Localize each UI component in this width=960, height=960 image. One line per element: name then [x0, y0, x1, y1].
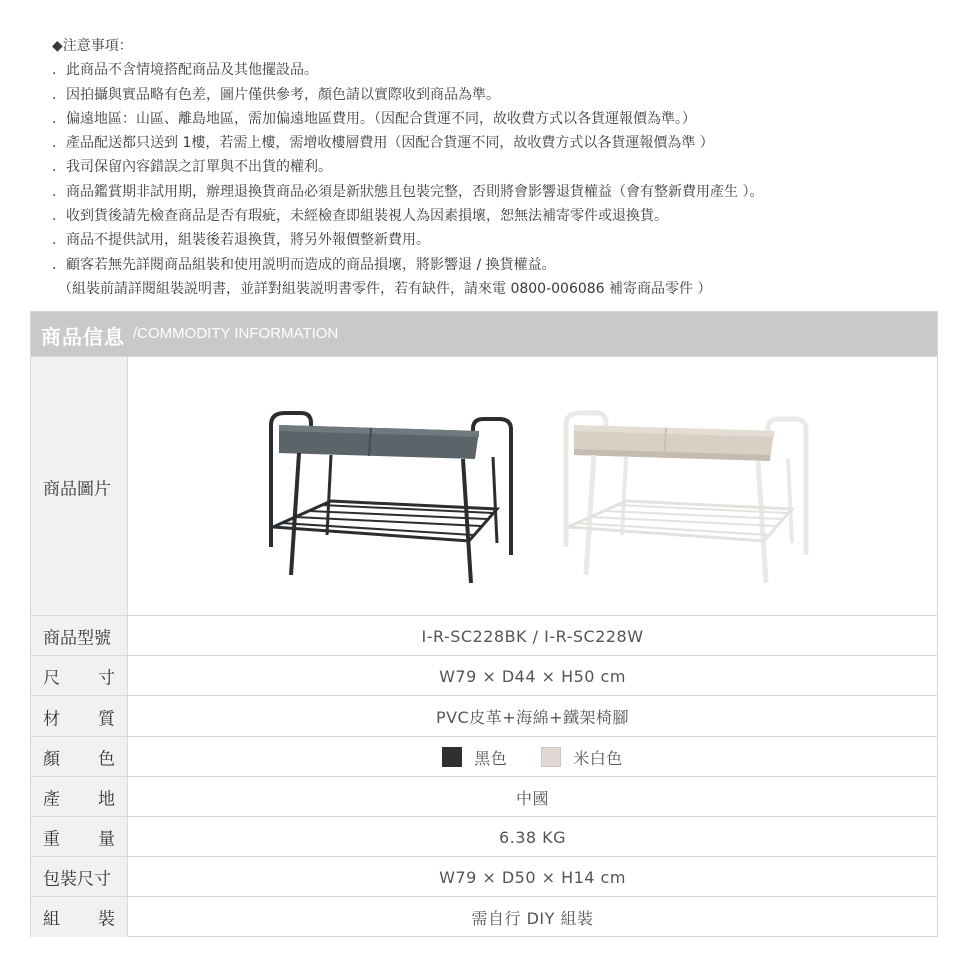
notes-item: . 偏遠地區：山區、離島地區，需加偏遠地區費用。（因配合貨運不同，故收費方式以各貨運報價為準。）: [52, 110, 696, 127]
product-image-white-bench: [556, 405, 816, 595]
row-weight: [31, 816, 937, 857]
row-color: [31, 736, 937, 777]
notes-item: . 因拍攝與實品略有色差，圖片僅供參考，顏色請以實際收到商品為準。: [52, 86, 500, 103]
color-option-black: 黑色: [442, 746, 507, 769]
notes-section: [52, 34, 942, 301]
label-material: 材 質: [31, 696, 128, 737]
label-weight: 重 量: [31, 817, 128, 857]
off-white-swatch: [541, 747, 561, 767]
color-option-white: 米白色: [541, 746, 623, 769]
commodity-info-table: [30, 311, 938, 937]
product-images: [128, 357, 937, 616]
color-options: [128, 737, 937, 777]
black-swatch: [442, 747, 462, 767]
notes-footer: （組裝前請詳閱組裝説明書，並詳對組裝説明書零件，若有缺件，請來電 0800-006086 補寄商品零件 ）: [58, 280, 712, 297]
row-origin: [31, 776, 937, 817]
row-material: [31, 695, 937, 737]
row-picture: [31, 356, 937, 616]
label-origin: 產 地: [31, 777, 128, 817]
label-assembly: 組 裝: [31, 897, 128, 937]
label-picture: 商品圖片: [31, 357, 128, 616]
material-value: PVC皮革+海綿+鐵架椅腳: [435, 708, 630, 727]
notes-item: . 產品配送都只送到 1樓，若需上樓，需增收樓層費用（因配合貨運不同，故收費方式以各貨運報價為準 ）: [52, 135, 714, 152]
row-model: [31, 615, 937, 656]
assembly-value: 需自行 DIY 組裝: [471, 908, 594, 928]
origin-value: 中國: [515, 788, 549, 808]
table-subtitle: /COMMODITY INFORMATION: [133, 325, 339, 342]
label-color: 顏 色: [31, 737, 128, 777]
notes-item: . 顧客若無先詳閱商品組裝和使用説明而造成的商品損壞，將影響退 / 換貨權益。: [52, 256, 556, 273]
notes-item: . 收到貨後請先檢查商品是否有瑕疵，未經檢查即組裝視人為因素損壞，恕無法補寄零件或退換貨。: [52, 208, 668, 225]
notes-item: . 商品鑑賞期非試用期，辦理退換貨商品必須是新狀態且包裝完整，否則將會影響退貨權益（會有整新費用產生 ）。: [52, 183, 764, 200]
notes-item: . 此商品不含情境搭配商品及其他擺設品。: [52, 62, 318, 79]
label-size: 尺 寸: [31, 656, 128, 696]
label-package-size: 包裝尺寸: [31, 857, 128, 897]
row-assembly: [31, 896, 937, 937]
label-model: 商品型號: [31, 616, 128, 656]
row-size: [31, 655, 937, 696]
notes-heading: ◆注意事項：: [52, 38, 133, 54]
notes-item: . 商品不提供試用，組裝後若退換貨，將另外報價整新費用。: [52, 232, 430, 249]
package-size-value: W79 × D50 × H14 cm: [439, 867, 626, 887]
notes-item: . 我司保留內容錯誤之訂單與不出貨的權利。: [52, 159, 332, 176]
weight-value: 6.38 KG: [498, 827, 567, 847]
table-title: 商品信息: [41, 325, 125, 349]
product-image-black-bench: [261, 405, 521, 595]
size-value: W79 × D44 × H50 cm: [439, 666, 626, 686]
row-package-size: [31, 856, 937, 897]
model-value: I-R-SC228BK / I-R-SC228W: [421, 626, 644, 646]
table-header: [31, 312, 937, 356]
